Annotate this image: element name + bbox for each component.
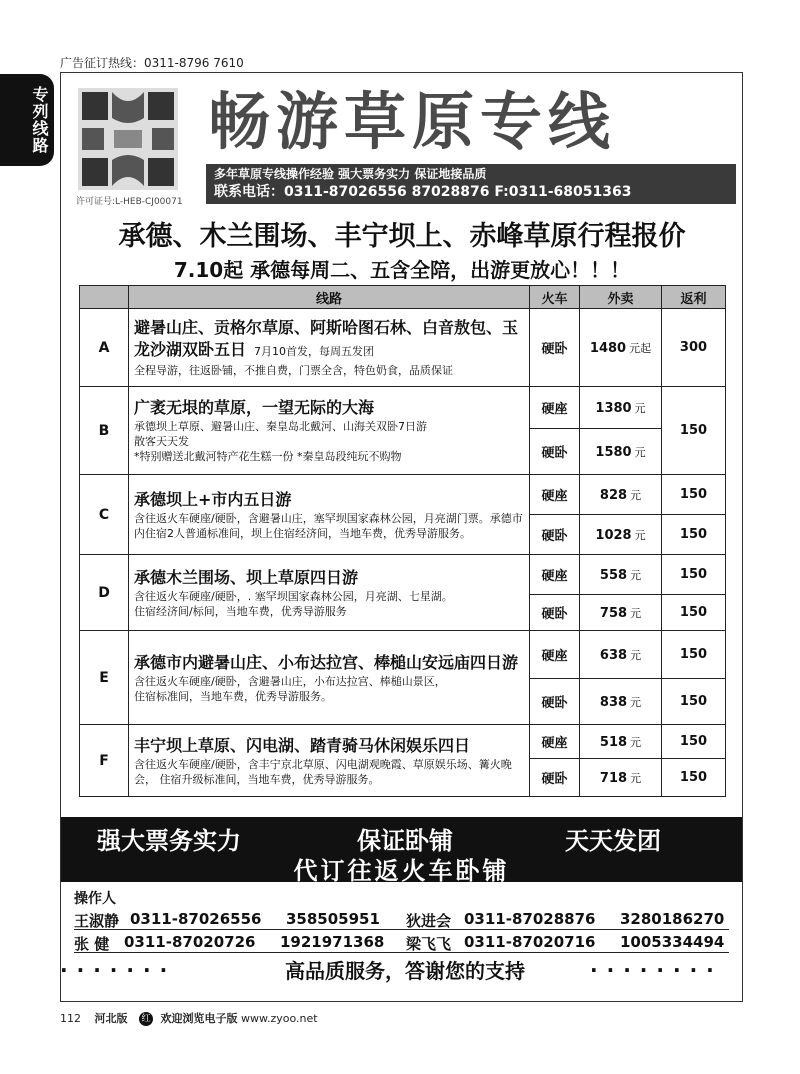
train-type: 硬座	[530, 631, 580, 679]
route-desc: 含往返火车硬座/硬卧，. 塞罕坝国家森林公园，月亮湖、七星湖。	[134, 589, 453, 603]
rebate-value: 150	[662, 515, 726, 555]
table-header-row	[80, 286, 726, 309]
route-id: B	[80, 387, 129, 475]
header-price: 外卖	[580, 286, 662, 309]
header-train: 火车	[530, 286, 580, 309]
route-desc: 住宿经济间/标间，当地车费，优秀导游服务	[134, 604, 347, 618]
operator-phone: 0311-87020716	[464, 933, 596, 951]
divider	[74, 952, 729, 953]
route-desc: 全程导游，往返卧铺，不推自费，门票全含，特色奶食，品质保证	[134, 364, 453, 377]
route-desc: *特别赠送北戴河特产花生糕一份 *秦皇岛段纯玩不购物	[134, 450, 402, 463]
route-title: 承德坝上+市内五日游	[134, 489, 292, 509]
price-value: 838 元	[580, 679, 662, 725]
route-desc: 含往返火车硬座/硬卧，含丰宁京北草原、闪电湖观晚霞、草原娱乐场、篝火晚会， 住宿升级标准间，当地车费，优秀导游服务。	[134, 757, 512, 786]
rebate-value: 150	[662, 555, 726, 595]
rebate-value: 150	[662, 759, 726, 797]
promo-banner	[61, 817, 742, 885]
price-value: 1580 元	[580, 429, 662, 475]
route-title: 避暑山庄、贡格尔草原、阿斯哈图石林、白音敖包、玉龙沙湖双卧五日	[134, 318, 519, 359]
route-id: E	[80, 631, 129, 725]
operator-qq: 1005334494	[620, 933, 725, 951]
table-row	[80, 387, 726, 429]
train-type: 硬卧	[530, 759, 580, 797]
price-value: 758 元	[580, 595, 662, 631]
operator-name: 王淑静	[74, 912, 120, 930]
rebate-value: 150	[662, 387, 726, 475]
route-id: F	[80, 725, 129, 797]
operator-name: 梁飞飞	[406, 935, 452, 953]
price-value: 1480 元起	[580, 309, 662, 387]
dots-left: ·······	[60, 958, 177, 982]
header-id	[80, 286, 129, 309]
train-type: 硬卧	[530, 309, 580, 387]
operator-phone: 0311-87020726	[124, 933, 256, 951]
header-route: 线路	[129, 286, 530, 309]
header-rebate: 返利	[662, 286, 726, 309]
route-desc: 散客天天发	[134, 435, 189, 448]
tagline-bar	[206, 164, 736, 204]
route-id: A	[80, 309, 129, 387]
ad-hotline: 广告征订热线：0311-8796 7610	[60, 56, 244, 70]
thanks-message: 高品质服务，答谢您的支持	[285, 959, 525, 983]
table-row	[80, 475, 726, 515]
route-desc: 含往返火车硬座/硬卧，含避暑山庄，小布达拉宫、棒槌山景区，	[134, 674, 446, 688]
train-type: 硬卧	[530, 429, 580, 475]
tagline: 多年草原专线操作经验 强大票务实力 保证地接品质	[214, 167, 487, 181]
brand-badge-icon: 红	[139, 1012, 153, 1026]
route-note: 7月10首发，每周五发团	[254, 345, 375, 358]
route-title: 承德木兰围场、坝上草原四日游	[134, 567, 359, 587]
rebate-value: 300	[662, 309, 726, 387]
route-cell	[129, 725, 530, 797]
operator-phone: 0311-87026556	[130, 910, 262, 928]
operators-label: 操作人	[74, 891, 116, 907]
slogan-daily: 天天发团	[565, 827, 661, 855]
price-value: 518 元	[580, 725, 662, 759]
route-title: 广袤无垠的草原，一望无际的大海	[134, 398, 375, 417]
contact-phones: 联系电话：0311-87026556 87028876 F:0311-68051363	[214, 184, 632, 200]
slogan-booking: 代订往返火车卧铺	[293, 857, 510, 885]
price-value: 828 元	[580, 475, 662, 515]
price-value: 638 元	[580, 631, 662, 679]
company-logo-icon	[78, 88, 178, 190]
table-row	[80, 555, 726, 595]
train-type: 硬座	[530, 725, 580, 759]
brand-title: 畅游草原专线	[208, 85, 617, 158]
operator-name: 狄进会	[406, 912, 452, 930]
page-number: 112	[60, 1012, 81, 1025]
route-cell	[129, 387, 530, 475]
rebate-value: 150	[662, 679, 726, 725]
route-id: C	[80, 475, 129, 555]
route-desc: 含往返火车硬座/硬卧，含避暑山庄，塞罕坝国家森林公园，月亮湖门票。承德市内住宿2人普通标准间，坝上住宿经济间，当地车费，优秀导游服务。	[134, 511, 523, 540]
divider	[74, 929, 729, 930]
route-cell	[129, 555, 530, 631]
route-cell	[129, 631, 530, 725]
route-title: 丰宁坝上草原、闪电湖、踏青骑马休闲娱乐四日	[134, 735, 471, 755]
route-cell	[129, 309, 530, 387]
rebate-value: 150	[662, 475, 726, 515]
edition-label: 河北版	[94, 1012, 128, 1025]
welcome-text: 欢迎浏览电子版	[160, 1012, 238, 1025]
route-desc: 住宿标准间，当地车费，优秀导游服务。	[134, 689, 332, 703]
train-type: 硬卧	[530, 515, 580, 555]
page-subheadline: 7.10起 承德每周二、五含全陪，出游更放心！！！	[173, 258, 631, 282]
route-id: D	[80, 555, 129, 631]
operator-qq: 358505951	[286, 910, 380, 928]
section-side-tab	[0, 74, 54, 166]
route-desc: 承德坝上草原、避暑山庄、秦皇岛北戴河、山海关双卧7日游	[134, 420, 427, 433]
slogan-tickets: 强大票务实力	[97, 827, 241, 855]
page-headline: 承德、木兰围场、丰宁坝上、赤峰草原行程报价	[118, 221, 686, 252]
price-value: 558 元	[580, 555, 662, 595]
website-link[interactable]: www.zyoo.net	[241, 1012, 318, 1025]
operator-name: 张 健	[74, 935, 110, 953]
train-type: 硬卧	[530, 595, 580, 631]
train-type: 硬座	[530, 475, 580, 515]
operator-phone: 0311-87028876	[464, 910, 596, 928]
price-value: 1028 元	[580, 515, 662, 555]
dots-right: ········	[590, 958, 723, 982]
rebate-value: 150	[662, 631, 726, 679]
rebate-value: 150	[662, 595, 726, 631]
page-footer	[60, 1010, 318, 1026]
train-type: 硬座	[530, 555, 580, 595]
price-table	[79, 285, 726, 797]
route-title: 承德市内避暑山庄、小布达拉宫、棒槌山安远庙四日游	[134, 652, 519, 672]
rebate-value: 150	[662, 725, 726, 759]
price-value: 718 元	[580, 759, 662, 797]
section-side-tab-label: 专列线路	[30, 86, 49, 154]
table-row	[80, 725, 726, 759]
price-value: 1380 元	[580, 387, 662, 429]
route-cell	[129, 475, 530, 555]
table-row	[80, 631, 726, 679]
license-number: 许可证号:L-HEB-CJ00071	[76, 197, 183, 207]
slogan-sleeper: 保证卧铺	[357, 827, 453, 855]
table-row	[80, 309, 726, 387]
train-type: 硬座	[530, 387, 580, 429]
operator-qq: 3280186270	[620, 910, 725, 928]
train-type: 硬卧	[530, 679, 580, 725]
operator-qq: 1921971368	[280, 933, 385, 951]
